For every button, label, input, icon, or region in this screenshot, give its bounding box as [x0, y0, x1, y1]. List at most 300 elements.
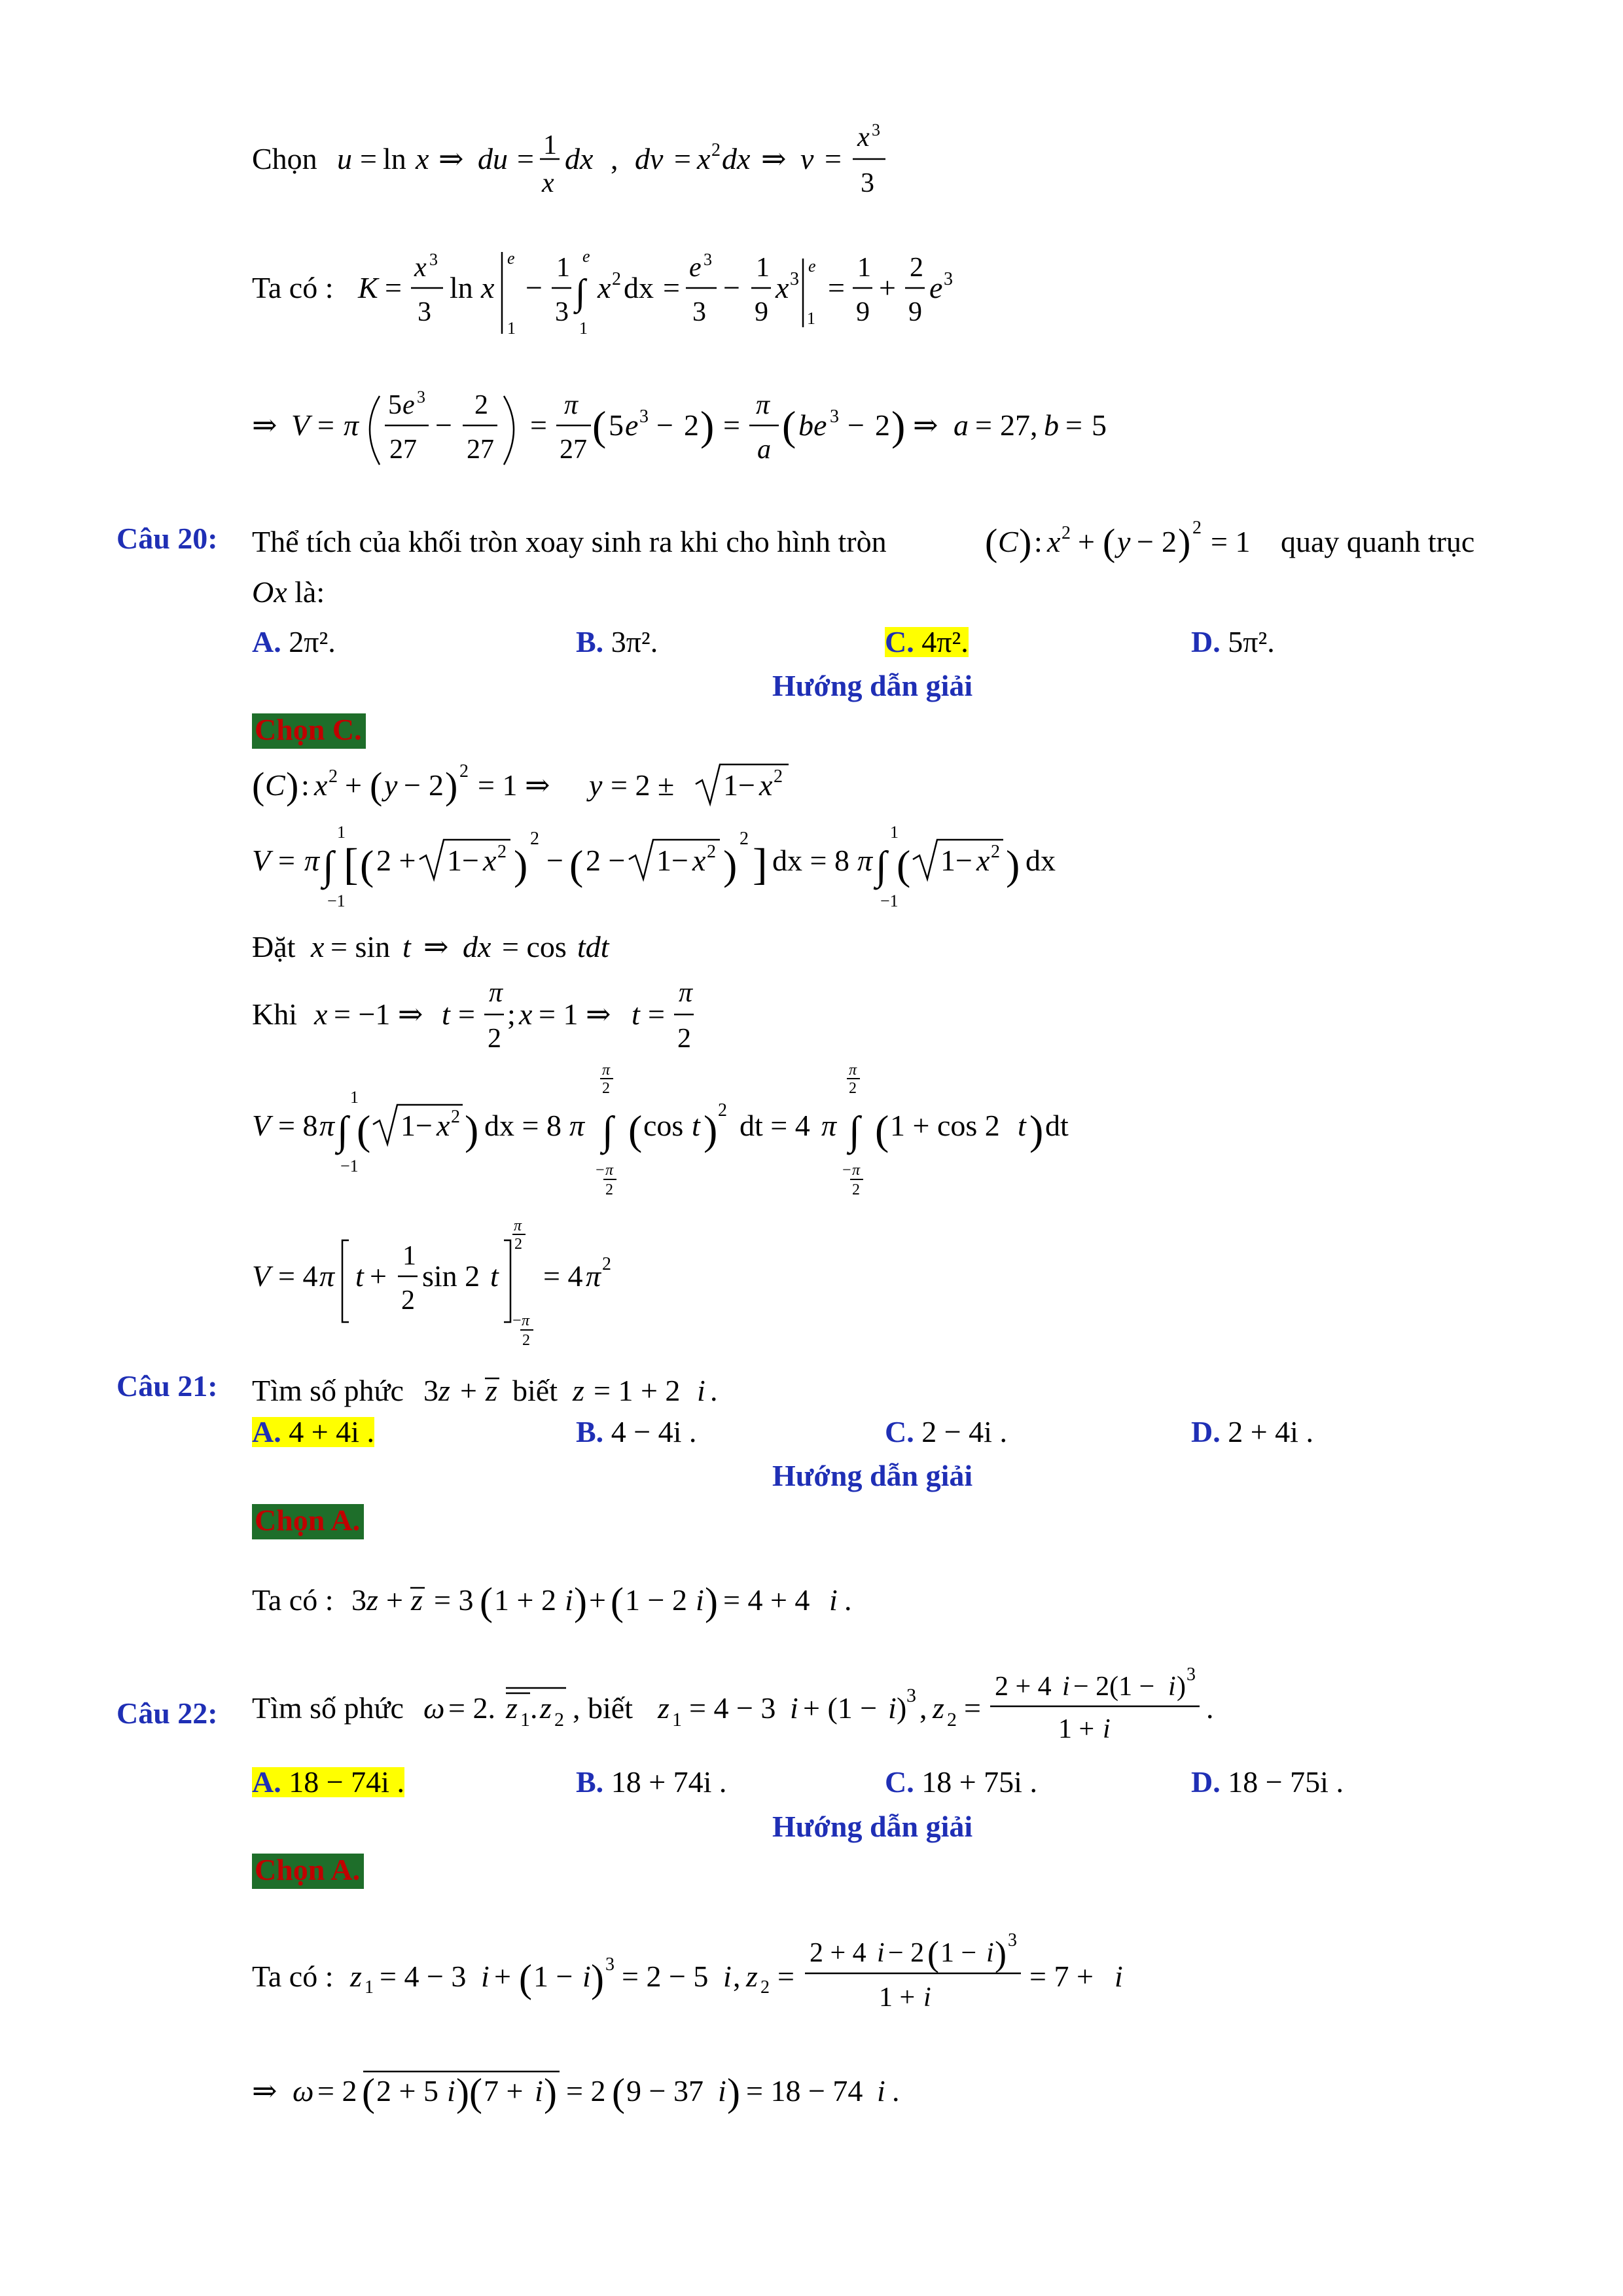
- svg-text:Tìm số phức: Tìm số phức: [252, 1374, 404, 1407]
- svg-text:−: −: [512, 1312, 522, 1329]
- svg-text:2: 2: [429, 768, 444, 802]
- svg-text:1: 1: [350, 1088, 359, 1107]
- svg-text:=: =: [648, 997, 665, 1031]
- svg-text:.: .: [892, 2074, 900, 2108]
- svg-text:): ): [1029, 1107, 1044, 1153]
- svg-text:∫: ∫: [876, 844, 887, 888]
- svg-text:i: i: [1062, 1672, 1070, 1702]
- svg-text:+: +: [879, 271, 896, 304]
- svg-text:= 1 ⇒: = 1 ⇒: [478, 768, 550, 802]
- svg-text:(: (: [480, 1580, 493, 1623]
- svg-text:−: −: [546, 844, 563, 877]
- q21-option-c-value: 2 − 4i .: [921, 1415, 1007, 1448]
- svg-text:a: a: [757, 435, 771, 465]
- svg-text:du: du: [478, 142, 508, 175]
- svg-text:cos: cos: [643, 1109, 684, 1142]
- svg-text:=: =: [360, 142, 377, 175]
- svg-text:= 1: = 1: [1211, 525, 1251, 558]
- svg-text:+: +: [460, 1374, 477, 1407]
- svg-text:tdt: tdt: [577, 930, 609, 963]
- svg-text:−: −: [723, 271, 740, 304]
- svg-text:2: 2: [760, 1977, 770, 1998]
- svg-text:1 −: 1 −: [940, 1938, 977, 1968]
- svg-text:2: 2: [612, 269, 621, 289]
- question-20-text-line1: [252, 504, 1535, 602]
- svg-text:y: y: [1117, 525, 1131, 558]
- svg-text:2: 2: [740, 829, 749, 849]
- svg-text:− 2(1 −: − 2(1 −: [1073, 1672, 1155, 1702]
- svg-text:1−: 1−: [447, 844, 479, 877]
- svg-text:27: 27: [560, 435, 587, 465]
- svg-text:2: 2: [488, 1024, 501, 1054]
- svg-text:z: z: [746, 1960, 758, 1993]
- svg-text:K: K: [358, 271, 378, 304]
- svg-text:x: x: [414, 253, 427, 283]
- q21-solution: [252, 1568, 1561, 1666]
- svg-text:i: i: [447, 2074, 455, 2108]
- svg-text:+: +: [386, 1583, 403, 1617]
- svg-text:π: π: [319, 1109, 335, 1142]
- svg-text:2: 2: [474, 390, 488, 420]
- svg-text:∫: ∫: [337, 1109, 348, 1153]
- svg-text:3: 3: [418, 297, 431, 327]
- q21-option-d[interactable]: [1191, 1417, 1313, 1447]
- svg-text:2: 2: [852, 1181, 860, 1198]
- svg-text:x: x: [759, 768, 773, 802]
- svg-text:dt: dt: [1045, 1109, 1069, 1142]
- svg-text:−: −: [435, 408, 452, 442]
- q22-option-d-letter: D.: [1191, 1765, 1221, 1799]
- q20-step-4: [252, 975, 1561, 1073]
- svg-text:− 2: − 2: [888, 1938, 925, 1968]
- solution19-chon-u: [252, 121, 1561, 219]
- svg-text:3: 3: [555, 297, 569, 327]
- svg-text:biết: biết: [512, 1374, 558, 1407]
- svg-text:3: 3: [692, 297, 706, 327]
- q21-option-c[interactable]: [885, 1417, 1007, 1447]
- svg-text:(: (: [357, 1107, 371, 1153]
- svg-text:3: 3: [351, 1583, 366, 1617]
- svg-text:(: (: [360, 842, 374, 888]
- svg-text:= −1 ⇒: = −1 ⇒: [334, 997, 423, 1031]
- svg-text:=: =: [964, 1691, 981, 1725]
- svg-text:2: 2: [554, 1709, 564, 1731]
- question-20-text-line2: Ox là:: [252, 575, 325, 609]
- svg-text:+: +: [345, 768, 362, 802]
- svg-text:=: =: [458, 997, 475, 1031]
- svg-text:= 4 − 3: = 4 − 3: [689, 1691, 776, 1725]
- q22-option-a-letter: A.: [252, 1765, 281, 1799]
- svg-text:v: v: [800, 142, 814, 175]
- question-22-text: [252, 1659, 1299, 1757]
- svg-text:Ta có :: Ta có :: [252, 271, 334, 304]
- svg-text:2: 2: [1061, 523, 1071, 543]
- svg-text:x: x: [519, 997, 533, 1031]
- svg-text:(: (: [611, 1580, 624, 1623]
- svg-text:Tìm số phức: Tìm số phức: [252, 1691, 404, 1725]
- svg-text:1 +: 1 +: [879, 1982, 916, 2013]
- svg-text::: :: [301, 768, 310, 802]
- svg-text:z: z: [573, 1374, 584, 1407]
- svg-text:V: V: [252, 1259, 271, 1293]
- svg-text:=: =: [1065, 408, 1082, 442]
- svg-text:u: u: [337, 142, 352, 175]
- svg-text:i: i: [888, 1691, 897, 1725]
- svg-text:π: π: [514, 1217, 522, 1234]
- svg-text:2: 2: [910, 253, 923, 283]
- svg-text:= 18 − 74: = 18 − 74: [746, 2074, 863, 2108]
- svg-text:dx: dx: [624, 271, 654, 304]
- svg-text:x: x: [1047, 525, 1061, 558]
- svg-text:i: i: [923, 1982, 931, 2013]
- svg-text:= 1 ⇒: = 1 ⇒: [539, 997, 611, 1031]
- svg-text:x: x: [481, 271, 495, 304]
- svg-text:∫: ∫: [323, 844, 334, 888]
- svg-text:3: 3: [872, 120, 880, 139]
- svg-text:e: e: [582, 247, 590, 266]
- svg-text:Chọn: Chọn: [252, 142, 317, 175]
- svg-text:1: 1: [520, 1709, 530, 1731]
- svg-text:2: 2: [1192, 518, 1202, 538]
- svg-text:i: i: [535, 2074, 543, 2108]
- q21-option-a[interactable]: [252, 1417, 374, 1447]
- svg-text:e: e: [808, 257, 816, 276]
- svg-text:∫: ∫: [602, 1109, 613, 1153]
- svg-text:dx = 8: dx = 8: [484, 1109, 562, 1142]
- svg-text:t: t: [355, 1259, 364, 1293]
- q21-option-a-value: 4 + 4i .: [289, 1415, 374, 1448]
- q20-option-a[interactable]: [252, 627, 336, 657]
- svg-text:⇒: ⇒: [252, 408, 277, 442]
- svg-text:;: ;: [507, 997, 516, 1031]
- svg-text:3: 3: [1186, 1664, 1196, 1685]
- svg-text:V: V: [252, 1109, 271, 1142]
- svg-text:π: π: [564, 390, 579, 420]
- q20-option-d[interactable]: [1191, 627, 1275, 657]
- svg-text:1 + 2: 1 + 2: [494, 1583, 556, 1617]
- svg-text:= 1 + 2: = 1 + 2: [594, 1374, 681, 1407]
- svg-text:⇒: ⇒: [423, 930, 449, 963]
- q21-option-d-value: 2 + 4i .: [1228, 1415, 1313, 1448]
- svg-text:ω: ω: [423, 1691, 445, 1725]
- svg-text:]: ]: [753, 839, 768, 889]
- svg-text:C: C: [998, 525, 1018, 558]
- q22-option-b[interactable]: [576, 1767, 726, 1797]
- svg-text:−: −: [596, 1162, 605, 1179]
- q20-option-b-letter: B.: [576, 625, 604, 658]
- question-21-label: Câu 21:: [116, 1369, 218, 1403]
- svg-text:π: π: [857, 844, 873, 877]
- svg-text:= 2: = 2: [317, 2074, 357, 2108]
- svg-text:): ): [897, 1691, 907, 1725]
- svg-text:9: 9: [755, 297, 768, 327]
- svg-text:2: 2: [711, 140, 721, 160]
- svg-text:i: i: [1115, 1960, 1123, 1993]
- svg-text:3: 3: [906, 1685, 916, 1706]
- q20-option-d-value: 5π².: [1228, 625, 1275, 658]
- svg-text:9: 9: [856, 297, 870, 327]
- svg-text:∫: ∫: [575, 272, 586, 313]
- svg-text:t: t: [402, 930, 411, 963]
- svg-text:ln: ln: [383, 142, 406, 175]
- svg-text:,: ,: [919, 1691, 927, 1725]
- q22-solution-1: [252, 1921, 1561, 2019]
- svg-text:27: 27: [467, 435, 494, 465]
- svg-text:ω: ω: [293, 2074, 314, 2108]
- svg-text:1: 1: [807, 309, 815, 328]
- svg-text:(: (: [628, 1107, 643, 1153]
- svg-text:⇒: ⇒: [913, 408, 938, 442]
- svg-text:3: 3: [944, 269, 953, 289]
- svg-text:i: i: [986, 1938, 994, 1968]
- svg-text:27: 27: [389, 435, 417, 465]
- svg-text:1: 1: [337, 823, 346, 842]
- svg-text:1 − 2: 1 − 2: [625, 1583, 687, 1617]
- svg-text:1−: 1−: [940, 844, 972, 877]
- svg-text:⇒: ⇒: [761, 142, 787, 175]
- q20-step-5: [252, 1060, 1561, 1198]
- svg-text:7 +: 7 +: [484, 2074, 524, 2108]
- svg-text:π: π: [605, 1162, 614, 1179]
- svg-text:=: =: [825, 142, 842, 175]
- svg-text:π: π: [522, 1312, 530, 1329]
- q20-option-d-letter: D.: [1191, 625, 1221, 658]
- svg-text:z: z: [658, 1691, 669, 1725]
- svg-text:): ): [1006, 842, 1020, 888]
- svg-text:x: x: [697, 142, 711, 175]
- svg-text:= 4 − 3: = 4 − 3: [380, 1960, 467, 1993]
- svg-text:i: i: [697, 1374, 705, 1407]
- q20-option-c[interactable]: [885, 627, 969, 657]
- svg-text:2: 2: [401, 1285, 415, 1316]
- svg-text:i: i: [1103, 1714, 1111, 1744]
- svg-text:1: 1: [402, 1241, 416, 1271]
- q22-solution-2: [252, 2058, 1561, 2157]
- q22-option-b-letter: B.: [576, 1765, 604, 1799]
- svg-text:[: [: [344, 839, 359, 889]
- svg-text:i: i: [582, 1960, 591, 1993]
- svg-text:3: 3: [423, 1374, 438, 1407]
- svg-text:dx: dx: [722, 142, 751, 175]
- svg-text:1: 1: [890, 823, 899, 842]
- solution19-ta-co-K: [252, 239, 1561, 337]
- svg-text:3: 3: [429, 250, 438, 269]
- svg-text:t: t: [490, 1259, 499, 1293]
- svg-text:x: x: [976, 844, 990, 877]
- q22-guide-heading: Hướng dẫn giải: [772, 1810, 973, 1843]
- svg-text:): ): [700, 403, 715, 449]
- svg-text:z: z: [506, 1691, 518, 1725]
- svg-text:i: i: [829, 1583, 838, 1617]
- q22-option-d-value: 18 − 75i .: [1228, 1765, 1344, 1799]
- svg-text:ln: ln: [450, 271, 473, 304]
- svg-text:= sin: = sin: [330, 930, 391, 963]
- q20-guide-heading: Hướng dẫn giải: [772, 669, 973, 702]
- svg-text:e: e: [402, 390, 415, 420]
- svg-text:−1: −1: [880, 891, 899, 910]
- svg-text:∫: ∫: [849, 1109, 860, 1153]
- svg-text:2: 2: [677, 1024, 691, 1054]
- svg-text:−: −: [842, 1162, 851, 1179]
- svg-text:): ): [723, 842, 738, 888]
- svg-text:3: 3: [790, 269, 799, 289]
- svg-text:): ): [1019, 521, 1032, 564]
- svg-text:.: .: [530, 1691, 538, 1725]
- svg-text:1: 1: [756, 253, 770, 283]
- svg-text:z: z: [933, 1691, 944, 1725]
- svg-text:= 8: = 8: [278, 1109, 318, 1142]
- svg-text:2: 2: [718, 1100, 727, 1121]
- svg-text:3: 3: [861, 168, 874, 198]
- svg-text:i: i: [565, 1583, 573, 1617]
- svg-text:x: x: [776, 271, 789, 304]
- svg-text:.: .: [1206, 1691, 1214, 1725]
- svg-text:e: e: [929, 271, 943, 304]
- svg-text:π: π: [489, 978, 503, 1008]
- svg-text:2: 2: [459, 761, 469, 781]
- svg-text:1 +: 1 +: [1058, 1714, 1095, 1744]
- svg-text:z: z: [540, 1691, 552, 1725]
- svg-text:=: =: [385, 271, 402, 304]
- svg-text:2: 2: [849, 1080, 857, 1097]
- svg-text:2: 2: [774, 766, 783, 787]
- svg-text:(: (: [927, 1934, 939, 1973]
- svg-text:Đặt: Đặt: [252, 930, 296, 963]
- svg-text:=: =: [828, 271, 845, 304]
- svg-text:(: (: [875, 1107, 889, 1153]
- svg-text:(: (: [1103, 521, 1116, 564]
- svg-text:+: +: [1078, 525, 1095, 558]
- svg-text:2: 2: [497, 842, 507, 862]
- svg-text:V: V: [252, 844, 271, 877]
- q22-option-b-value: 18 + 74i .: [611, 1765, 727, 1799]
- svg-text:1: 1: [857, 253, 871, 283]
- svg-text:): ): [1177, 1672, 1186, 1702]
- q21-option-d-letter: D.: [1191, 1415, 1221, 1448]
- svg-text:i: i: [877, 1938, 885, 1968]
- svg-text:i: i: [1168, 1672, 1176, 1702]
- svg-text:1 + cos 2: 1 + cos 2: [890, 1109, 1000, 1142]
- svg-text:(: (: [362, 2071, 375, 2114]
- svg-text:(: (: [612, 2071, 625, 2114]
- q21-guide-heading: Hướng dẫn giải: [772, 1459, 973, 1492]
- svg-text:=: =: [777, 1960, 794, 1993]
- svg-text:2: 2: [451, 1107, 460, 1127]
- svg-text:Ta có :: Ta có :: [252, 1583, 334, 1617]
- svg-text:= 2.: = 2.: [448, 1691, 495, 1725]
- svg-text:2 + 4: 2 + 4: [810, 1938, 866, 1968]
- svg-text:3: 3: [704, 250, 712, 269]
- svg-text:2 +: 2 +: [376, 844, 416, 877]
- svg-text:dv: dv: [635, 142, 664, 175]
- svg-text:1−: 1−: [656, 844, 688, 877]
- svg-text:1 −: 1 −: [533, 1960, 573, 1993]
- svg-text:t: t: [1018, 1109, 1026, 1142]
- svg-text:): ): [591, 1957, 604, 2000]
- svg-text:): ): [286, 764, 299, 807]
- q22-option-c-value: 18 + 75i .: [921, 1765, 1037, 1799]
- q20-option-b-value: 3π².: [611, 625, 658, 658]
- svg-text:2: 2: [991, 842, 1000, 862]
- svg-text:Ta có :: Ta có :: [252, 1960, 334, 1993]
- svg-text:1: 1: [365, 1977, 374, 1998]
- svg-text:3: 3: [605, 1954, 615, 1975]
- svg-text:2: 2: [1162, 525, 1177, 558]
- svg-text:5: 5: [1092, 408, 1107, 442]
- svg-text:=: =: [517, 142, 534, 175]
- svg-text:5: 5: [609, 408, 624, 442]
- q21-option-b[interactable]: [576, 1417, 696, 1447]
- svg-text:x: x: [692, 844, 706, 877]
- svg-text:1−: 1−: [401, 1109, 433, 1142]
- svg-text:π: π: [756, 390, 770, 420]
- svg-text:2: 2: [602, 1254, 611, 1274]
- svg-text:z: z: [350, 1960, 362, 1993]
- svg-text:π: π: [344, 408, 359, 442]
- svg-text:π: π: [852, 1162, 861, 1179]
- q22-option-c[interactable]: [885, 1767, 1037, 1797]
- svg-text:(: (: [782, 403, 796, 449]
- svg-text:2 + 4: 2 + 4: [995, 1672, 1052, 1702]
- svg-text:π: π: [821, 1109, 837, 1142]
- svg-text:dt = 4: dt = 4: [740, 1109, 810, 1142]
- q20-step-2: [252, 821, 1561, 920]
- svg-text:=: =: [278, 844, 295, 877]
- svg-text:(: (: [592, 403, 607, 449]
- svg-text:5: 5: [388, 390, 402, 420]
- svg-text:dx = 8: dx = 8: [772, 844, 849, 877]
- svg-text:t: t: [442, 997, 450, 1031]
- q20-option-b[interactable]: [576, 627, 658, 657]
- svg-text:+ (1 −: + (1 −: [803, 1691, 878, 1725]
- q22-option-a[interactable]: [252, 1767, 404, 1797]
- svg-text:be: be: [798, 408, 827, 442]
- svg-text:9 − 37: 9 − 37: [626, 2074, 704, 2108]
- q21-answer-badge: Chọn A.: [252, 1504, 364, 1539]
- q22-option-d[interactable]: [1191, 1767, 1344, 1797]
- svg-text:,: ,: [611, 142, 618, 175]
- q20-answer-badge: Chọn C.: [252, 713, 366, 749]
- svg-text:): ): [705, 1580, 718, 1623]
- svg-text:π: π: [679, 978, 693, 1008]
- svg-text:i: i: [718, 2074, 726, 2108]
- svg-text:a: a: [954, 408, 969, 442]
- svg-text:x: x: [314, 768, 328, 802]
- svg-text:i: i: [481, 1960, 490, 1993]
- svg-text:x: x: [483, 844, 497, 877]
- svg-text:2 + 5: 2 + 5: [376, 2074, 438, 2108]
- svg-text:=: =: [674, 142, 691, 175]
- svg-text:Thể tích của khối tròn xoay si: Thể tích của khối tròn xoay sinh ra khi cho hình tròn: [252, 525, 887, 558]
- svg-text:+: +: [370, 1259, 387, 1293]
- svg-text:= cos: = cos: [502, 930, 567, 963]
- svg-text:i: i: [723, 1960, 732, 1993]
- svg-text:quay quanh trục: quay quanh trục: [1281, 525, 1475, 558]
- svg-text:V: V: [291, 408, 310, 442]
- svg-text:2: 2: [514, 1236, 522, 1253]
- svg-text:z: z: [411, 1583, 423, 1617]
- svg-text:C: C: [265, 768, 285, 802]
- svg-text:2: 2: [602, 1080, 610, 1097]
- svg-text:=: =: [723, 408, 740, 442]
- svg-text:27,: 27,: [1000, 408, 1038, 442]
- q20-step-6: [252, 1217, 1561, 1349]
- svg-text:2: 2: [605, 1181, 613, 1198]
- q20-option-c-letter: C.: [885, 625, 914, 658]
- svg-text:): ): [891, 403, 906, 449]
- svg-text:(: (: [469, 2071, 482, 2114]
- svg-text:= 4 + 4: = 4 + 4: [723, 1583, 810, 1617]
